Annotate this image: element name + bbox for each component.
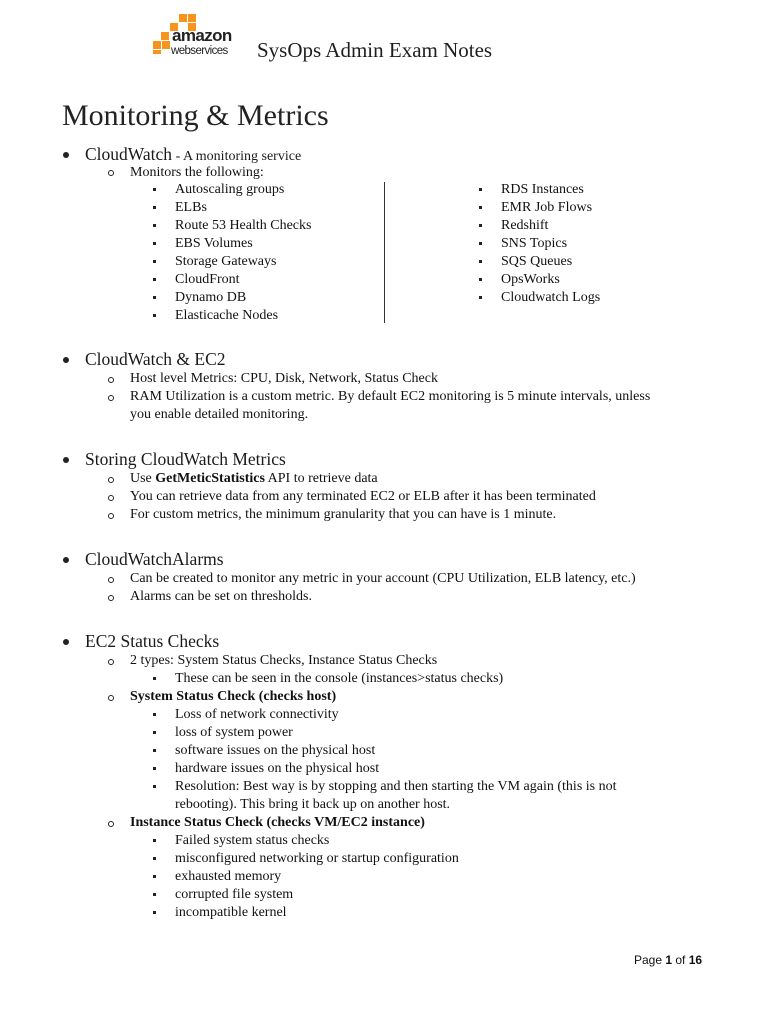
list-item: CloudFront — [175, 272, 240, 287]
list-item: Dynamo DB — [175, 290, 247, 305]
square-bullet-icon — [153, 188, 156, 191]
section-cw-ec2-heading: CloudWatch & EC2 — [85, 349, 226, 369]
sub-bullet — [108, 821, 114, 827]
list-item: Redshift — [501, 218, 549, 233]
page-number — [634, 953, 702, 967]
sub-bullet — [108, 659, 114, 665]
section-bullet — [63, 152, 69, 158]
list-item: Failed system status checks — [175, 833, 330, 848]
logo-cube — [153, 50, 161, 54]
sub-bullet — [108, 170, 114, 176]
sub-bullet — [108, 477, 114, 483]
list-item: 2 types: System Status Checks, Instance Status Checks — [130, 653, 438, 668]
square-bullet-icon — [479, 206, 482, 209]
list-item-continued: you enable detailed monitoring. — [130, 407, 309, 422]
page-total: 16 — [688, 953, 703, 967]
square-bullet-icon — [153, 242, 156, 245]
header-title: SysOps Admin Exam Notes — [257, 38, 493, 62]
sub-bullet — [108, 377, 114, 383]
logo-cube — [188, 14, 196, 22]
list-item: RAM Utilization is a custom metric. By default EC2 monitoring is 5 minute intervals, unless — [130, 389, 651, 404]
square-bullet-icon — [153, 731, 156, 734]
list-item: EBS Volumes — [175, 236, 253, 251]
list-item: corrupted file system — [175, 887, 294, 902]
page-current: 1 — [665, 953, 673, 967]
sub-bullet — [108, 495, 114, 501]
section-bullet — [63, 357, 69, 363]
square-bullet-icon — [479, 260, 482, 263]
page-word: Page — [634, 953, 666, 967]
list-item: Autoscaling groups — [175, 182, 285, 197]
cloudwatch-heading: CloudWatch — [85, 144, 173, 164]
list-item: SNS Topics — [501, 236, 568, 251]
logo-webservices-text: webservices — [171, 45, 228, 57]
list-item: exhausted memory — [175, 869, 282, 884]
list-item: Loss of network connectivity — [175, 707, 339, 722]
list-item: SQS Queues — [501, 254, 573, 269]
list-item-continued: rebooting). This bring it back up on another host. — [175, 797, 451, 812]
square-bullet-icon — [153, 206, 156, 209]
list-item: For custom metrics, the minimum granularity that you can have is 1 minute. — [130, 507, 557, 522]
square-bullet-icon — [153, 278, 156, 281]
sub-bullet — [108, 695, 114, 701]
square-bullet-icon — [479, 278, 482, 281]
list-item: Storage Gateways — [175, 254, 277, 269]
list-item: Host level Metrics: CPU, Disk, Network, Status Check — [130, 371, 438, 386]
aws-logo — [153, 14, 253, 60]
square-bullet-icon — [153, 911, 156, 914]
section-alarms-heading: CloudWatchAlarms — [85, 549, 224, 569]
square-bullet-icon — [479, 296, 482, 299]
section-status-heading: EC2 Status Checks — [85, 631, 220, 651]
column-divider — [384, 182, 385, 323]
sub-bullet — [108, 577, 114, 583]
square-bullet-icon — [479, 224, 482, 227]
square-bullet-icon — [153, 875, 156, 878]
monitors-label: Monitors the following: — [130, 165, 264, 180]
square-bullet-icon — [153, 713, 156, 716]
square-bullet-icon — [153, 314, 156, 317]
list-item: OpsWorks — [501, 272, 560, 287]
section-bullet — [63, 639, 69, 645]
section-bullet — [63, 557, 69, 563]
logo-cube — [162, 41, 170, 49]
logo-amazon-text: amazon — [172, 26, 232, 45]
of-word: of — [672, 953, 689, 967]
square-bullet-icon — [153, 893, 156, 896]
list-item-use-api — [130, 470, 378, 487]
list-item: misconfigured networking or startup configuration — [175, 851, 459, 866]
use-prefix: Use — [130, 471, 156, 486]
list-item: hardware issues on the physical host — [175, 761, 380, 776]
section-storing-heading: Storing CloudWatch Metrics — [85, 449, 286, 469]
square-bullet-icon — [153, 839, 156, 842]
list-item: incompatible kernel — [175, 905, 287, 920]
logo-cube — [153, 41, 161, 49]
list-item: You can retrieve data from any terminated EC2 or ELB after it has been terminated — [130, 489, 596, 504]
list-item: Elasticache Nodes — [175, 308, 279, 323]
list-item: Can be created to monitor any metric in your account (CPU Utilization, ELB latency, etc.) — [130, 571, 636, 586]
section-bullet — [63, 457, 69, 463]
list-item: These can be seen in the console (instances>status checks) — [175, 671, 504, 686]
logo-cube — [161, 32, 169, 40]
square-bullet-icon — [153, 857, 156, 860]
square-bullet-icon — [479, 242, 482, 245]
list-item: Resolution: Best way is by stopping and then starting the VM again (this is not — [175, 779, 617, 794]
square-bullet-icon — [153, 767, 156, 770]
square-bullet-icon — [153, 749, 156, 752]
list-item: loss of system power — [175, 725, 293, 740]
square-bullet-icon — [153, 785, 156, 788]
use-suffix: API to retrieve data — [264, 471, 378, 486]
square-bullet-icon — [153, 260, 156, 263]
list-item: ELBs — [175, 200, 207, 215]
square-bullet-icon — [153, 677, 156, 680]
list-item: Route 53 Health Checks — [175, 218, 312, 233]
list-item: software issues on the physical host — [175, 743, 376, 758]
list-item: Cloudwatch Logs — [501, 290, 601, 305]
cloudwatch-suffix: - A monitoring service — [172, 149, 302, 164]
sub-bullet — [108, 395, 114, 401]
square-bullet-icon — [153, 224, 156, 227]
square-bullet-icon — [153, 296, 156, 299]
list-item: RDS Instances — [501, 182, 584, 197]
page-title: Monitoring & Metrics — [62, 99, 329, 132]
list-item: Alarms can be set on thresholds. — [130, 589, 312, 604]
logo-cube — [179, 14, 187, 22]
instance-status-heading: Instance Status Check (checks VM/EC2 instance) — [130, 815, 425, 830]
list-item: EMR Job Flows — [501, 200, 593, 215]
sub-bullet — [108, 595, 114, 601]
api-name: GetMeticStatistics — [155, 471, 265, 486]
system-status-heading: System Status Check (checks host) — [130, 689, 337, 704]
square-bullet-icon — [479, 188, 482, 191]
sub-bullet — [108, 513, 114, 519]
